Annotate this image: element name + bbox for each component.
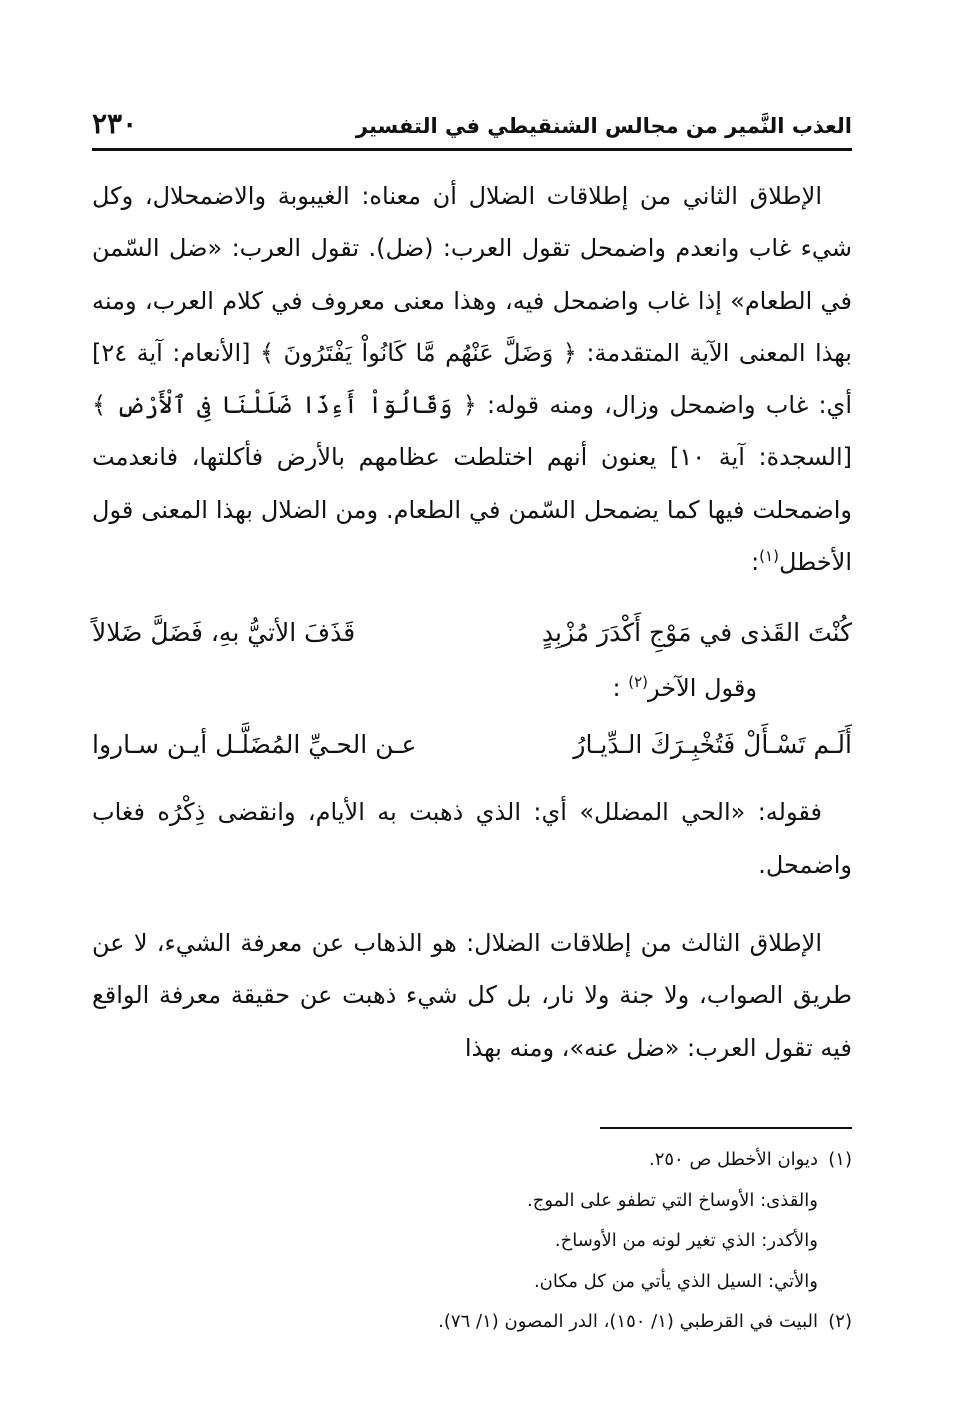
verse-1-first-hemistich: كُنْتَ القَذى في مَوْجِ أَكْدَرَ مُزْبِدٍ [541,617,852,647]
paragraph-second-meaning [92,170,852,588]
paragraph-text: [السجدة: آية ١٠] يعنون أنهم اختلطت عظامهم بالأرض فأكلتها، فانعدمت واضمحلت فيها كما يضمحل السّمن في الطعام. ومن الضلال بهذا المعنى قول الأخطل [92,443,852,577]
running-title: العذب النَّمير من مجالس الشنقيطي في التفسير [355,114,852,138]
intro-text: وقول الآخر [648,674,757,703]
paragraph-third-meaning: الإطلاق الثالث من إطلاقات الضلال: هو الذهاب عن معرفة الشيء، لا عن طريق الصواب، ولا جنة ولا نار، بل كل شيء ذهبت عن حقيقة معرفة الواقع فيه تقول العرب: «ضل عنه»، ومنه بهذا [92,928,852,1062]
poem-verse-1 [92,602,852,662]
poem-verse-2 [92,714,852,774]
intro-colon: : [612,674,621,703]
footnote-2-text: البيت في القرطبي (١/ ١٥٠)، الدر المصون (١/ ٧٦). [438,1311,818,1332]
paragraph-text: [الأنعام: آية ٢٤] أي: غاب واضمحل وزال، ومنه قوله: [92,338,852,420]
main-text [92,170,852,1074]
footnote-ref-2[interactable]: (٢) [628,673,649,692]
verse-2-second-hemistich: عـن الحـيِّ المُضَلَّـل أيـن سـاروا [92,729,417,759]
verse-2-first-hemistich: أَلَـم تَسْـأَلْ فَتُخْبِـرَكَ الـدِّيـارُ [573,729,852,759]
footnote-1-gloss-ati: والأتي: السيل الذي يأتي من كل مكان. [533,1270,818,1292]
footnote-ref-1[interactable]: (١) [759,547,779,566]
verse-2-intro [92,662,852,714]
paragraph-text: : [751,548,760,577]
footnote-separator [600,1127,852,1129]
footnote-1-number: (١) [828,1149,852,1170]
page-header [92,96,852,144]
header-rule [92,148,852,151]
quran-quote-anam: ﴿ وَضَلَّ عَنْهُم مَّا كَانُواْ يَفْتَرُونَ ﴾ [260,338,577,367]
footnote-1-text: ديوان الأخطل ص ٢٥٠. [648,1149,818,1170]
paragraph-explanation: فقوله: «الحي المضلل» أي: الذي ذهبت به الأيام، وانقضى ذِكْرُه فغاب واضمحل. [92,798,852,879]
verse-1-second-hemistich: قَذَفَ الأتيُّ بهِ، فَضَلَّ ضَلالاً [92,617,356,647]
footnote-1-gloss-qadha: والقذى: الأوساخ التي تطفو على الموج. [527,1189,818,1211]
footnote-1 [92,1140,852,1181]
footnotes [92,1140,852,1343]
page-number: ٢٣٠ [92,107,138,140]
footnote-1-gloss-akdar: والأكدر: الذي تغير لونه من الأوساخ. [554,1230,818,1251]
footnote-2-number: (٢) [828,1311,852,1332]
footnote-2 [92,1302,852,1343]
paragraph-text: الإطلاق الثاني من إطلاقات الضلال أن معناه: الغيبوبة والاضمحلال، وكل شيء غاب وانعدم واضمحل تقول العرب: (ضل). تقول العرب: «ضل السّمن في الطعام» إذا غاب واضمحل فيه، وهذا معنى معروف في كلام العرب، ومنه بهذا المعنى الآية المتقدمة: [92,182,852,367]
quran-quote-sajdah: ﴿ وَقَالُوٓاْ أَءِذَا ضَلَلْنَا فِى ٱلْأَرْضِ ﴾ [92,391,477,420]
